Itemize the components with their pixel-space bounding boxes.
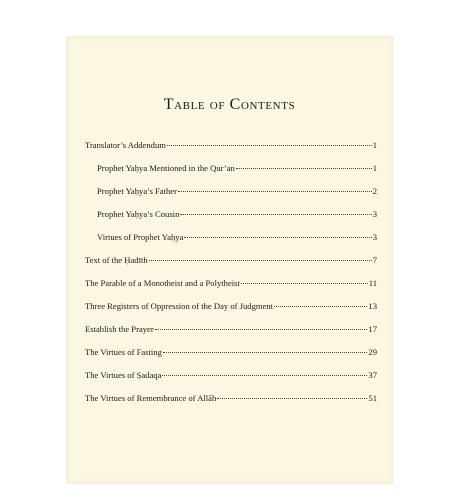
toc-entry (85, 301, 377, 324)
toc-entry-label: The Virtues of Remembrance of Allāh (85, 393, 217, 403)
toc-entry-page: 1 (372, 140, 377, 150)
dot-leader (274, 306, 367, 307)
toc-entry-label: Text of the Ḥadīth (85, 255, 148, 265)
toc-entry-page: 7 (372, 255, 377, 265)
toc-entry-page: 13 (368, 301, 377, 311)
toc-entry-label: Virtues of Prophet Yaḥya (97, 232, 184, 242)
toc-subentry (85, 186, 377, 209)
book-page (66, 36, 393, 484)
dot-leader (241, 283, 368, 284)
toc-subentry (85, 232, 377, 255)
toc-entry-page: 3 (372, 232, 377, 242)
toc-entry (85, 140, 377, 163)
dot-leader (167, 145, 372, 146)
toc-entry-label: Prophet Yaḥya’s Cousin (97, 209, 180, 219)
toc-entry-page: 11 (368, 278, 377, 288)
toc-entry (85, 347, 377, 370)
toc-entry (85, 324, 377, 347)
toc-entry-label: The Virtues of Ṣadaqa (85, 370, 162, 380)
toc-subentry (85, 209, 377, 232)
toc-entry-label: Prophet Yaḥya’s Father (97, 186, 177, 196)
toc-entry-page: 37 (368, 370, 377, 380)
toc-entry (85, 255, 377, 278)
toc-subentry (85, 163, 377, 186)
toc-list (85, 140, 377, 416)
toc-title: Table of Contents (163, 96, 296, 113)
toc-entry-page: 17 (368, 324, 377, 334)
toc-entry-page: 51 (368, 393, 377, 403)
toc-entry-label: The Virtues of Fasting (85, 347, 162, 357)
toc-entry-label: Translator’s Addendum (85, 140, 166, 150)
toc-entry-label: Three Registers of Oppression of the Day of Judgment (85, 301, 274, 311)
toc-entry-page: 2 (372, 186, 377, 196)
dot-leader (217, 398, 367, 399)
dot-leader (236, 168, 372, 169)
dot-leader (184, 237, 371, 238)
toc-entry (85, 278, 377, 301)
toc-entry-label: Establish the Prayer (85, 324, 154, 334)
toc-entry-label: Prophet Yaḥya Mentioned in the Qur’an (97, 163, 235, 173)
toc-entry-label: The Parable of a Monotheist and a Polytheist (85, 278, 240, 288)
dot-leader (162, 375, 367, 376)
toc-entry-page: 3 (372, 209, 377, 219)
toc-entry (85, 370, 377, 393)
dot-leader (149, 260, 372, 261)
dot-leader (163, 352, 368, 353)
dot-leader (180, 214, 371, 215)
dot-leader (155, 329, 368, 330)
dot-leader (178, 191, 372, 192)
toc-entry (85, 393, 377, 416)
toc-entry-page: 29 (368, 347, 377, 357)
toc-entry-page: 1 (372, 163, 377, 173)
